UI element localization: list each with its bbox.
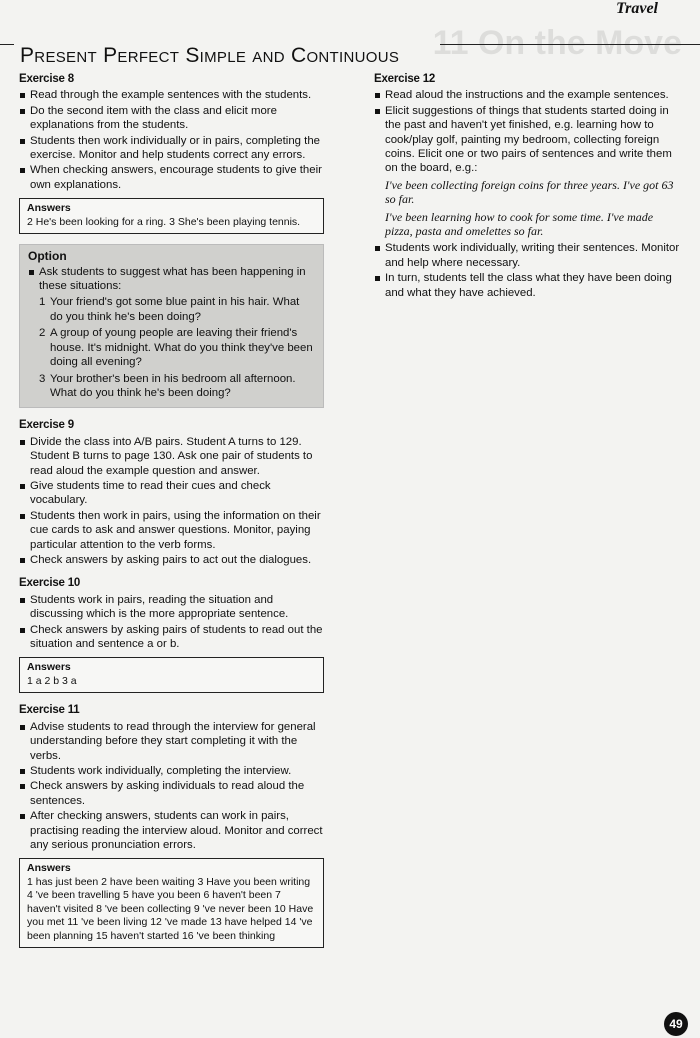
list-item: Advise students to read through the interview for general understanding before they start completing it with the verbs. [19,720,324,763]
list-item: Divide the class into A/B pairs. Student A turns to 129. Student B turns to page 130. Ask one pair of students to read aloud the example question and answer. [19,435,324,478]
exercise-8-title: Exercise 8 [19,73,74,85]
left-column [19,72,324,958]
exercise-12-steps [374,88,680,175]
title-row [0,30,700,68]
exercise-10-title: Exercise 10 [19,577,81,590]
list-item: After checking answers, students can work in pairs, practising reading the interview aloud. Monitor and correct any serious pronunciation errors. [19,809,324,852]
exercise-11-steps [19,720,324,853]
list-item: Give students time to read their cues and check vocabulary. [19,479,324,508]
option-steps [28,265,315,294]
situation-number: 1 [39,296,46,309]
option-situations [39,295,315,400]
option-box [19,244,324,408]
exercise-12-steps-continued [374,241,680,300]
list-item: Students work in pairs, reading the situation and discussing which is the more appropriate sentence. [19,593,324,622]
exercise-11-answers [19,858,324,948]
answers-label: Answers [27,202,71,215]
exercise-8-steps [19,88,324,192]
exercise-10 [19,576,324,693]
answers-label: Answers [27,862,71,875]
list-item: When checking answers, encourage students to give their own explanations. [19,163,324,192]
situation-text: Your brother's been in his bedroom all afternoon. What do you think he's been doing? [50,372,296,399]
section-tag: Travel [615,0,658,17]
show-through-text [372,330,682,970]
list-item: Check answers by asking individuals to read aloud the sentences. [19,779,324,808]
list-item: Students work individually, writing their sentences. Monitor and help where necessary. [374,241,680,270]
exercise-12 [374,72,680,300]
title-rule-left [0,44,14,45]
example-sentence: I've been collecting foreign coins for three years. I've got 63 so far. [385,177,674,207]
situation-item [39,326,315,369]
answers-text: 1 has just been 2 have been waiting 3 Have you been writing 4 've been travelling 5 have you been 6 haven't been 7 haven't visited 8 've been collecting 9 've never been 10 Have you met 11 've been living 12 've made 13 have helped 14 've been planning 15 haven't started 16 've been thinking [27,875,314,942]
list-item-text: Elicit suggestions of things that students started doing in the past and haven't yet finished, e.g. learning how to cook/play golf, painting my bedroom, collecting foreign coins. Elicit one or two pairs of sentences and write them on the board, e.g.: [385,104,672,175]
situation-text: Your friend's got some blue paint in his hair. What do you think he's been doing? [50,296,300,323]
show-through-title: 11 On the Move [432,24,682,62]
exercise-11-title: Exercise 11 [19,704,80,717]
list-item: Students then work individually or in pairs, completing the exercise. Monitor and help students correct any errors. [19,134,324,163]
exercise-12-title: Exercise 12 [374,73,436,85]
list-item: In turn, students tell the class what they have been doing and what they have achieved. [374,271,680,300]
situation-text: A group of young people are leaving their friend's house. It's midnight. What do you think they've been doing all evening? [50,327,313,369]
exercise-8 [19,72,324,234]
page-title: Present Perfect Simple and Continuous [20,44,400,68]
list-item: Check answers by asking pairs to act out the dialogues. [19,553,324,567]
right-column [374,72,680,301]
list-item: Do the second item with the class and elicit more explanations from the students. [19,104,324,133]
list-item: Check answers by asking pairs of students to read out the situation and sentence a or b. [19,623,324,652]
situation-item [39,295,315,324]
list-item [374,104,680,176]
exercise-10-steps [19,593,324,652]
answers-text: 2 He's been looking for a ring. 3 She's been playing tennis. [27,215,301,228]
list-item: Ask students to suggest what has been happening in these situations: [28,265,315,294]
situation-item [39,372,315,401]
exercise-9-title: Exercise 9 [19,419,74,432]
option-title: Option [28,249,67,264]
page-number: 49 [664,1012,688,1036]
list-item: Students work individually, completing the interview. [19,764,324,778]
answers-text: 1 a 2 b 3 a [27,674,77,687]
answers-label: Answers [27,661,71,674]
exercise-10-answers [19,657,324,693]
list-item: Read through the example sentences with the students. [19,88,324,102]
exercise-9 [19,418,324,567]
example-sentence: I've been learning how to cook for some time. I've made pizza, pasta and omelettes so far. [385,209,654,239]
list-item: Read aloud the instructions and the example sentences. [374,88,680,102]
situation-number: 3 [39,372,46,385]
exercise-11 [19,703,324,948]
title-rule-right [440,44,700,45]
situation-number: 2 [39,327,46,340]
exercise-8-answers [19,198,324,234]
exercise-9-steps [19,435,324,568]
list-item: Students then work in pairs, using the information on their cue cards to ask and answer questions. Monitor, paying particular attention to the verb forms. [19,509,324,552]
